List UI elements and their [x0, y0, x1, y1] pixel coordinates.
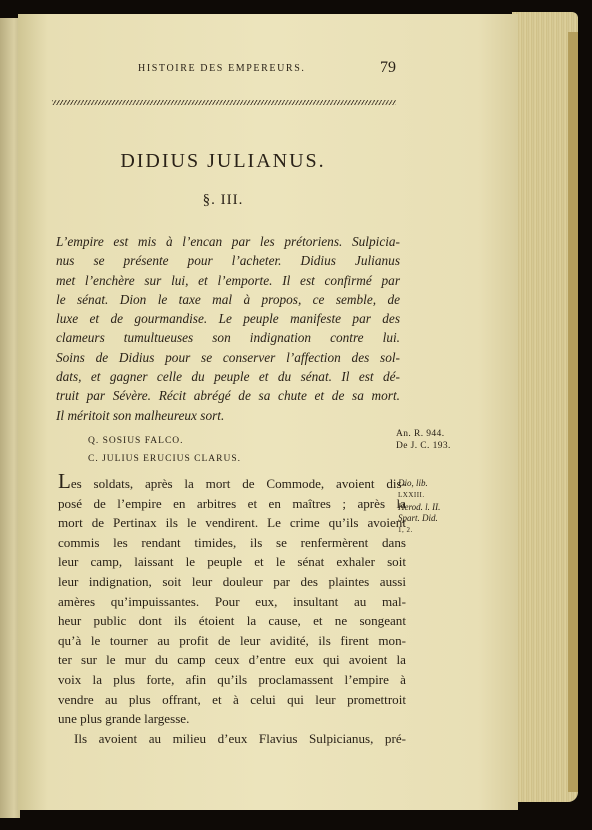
summary-line: le sénat. Dion le taxe mal à propos, ce semble, de — [56, 291, 400, 307]
date-line: An. R. 944. — [396, 429, 445, 439]
section-number: §. III. — [202, 192, 244, 208]
summary-line: met l’enchère sur lui, et l’emporte. Il est confirmé par — [56, 272, 400, 288]
body-line: heur public dont ils étoient la cause, et ne songeant — [58, 613, 406, 629]
page-number: 79 — [380, 59, 396, 76]
marginal-note: LXXIII. — [398, 490, 425, 499]
body-line: qu’à le tourner au profit de leur avidité, ils firent mon- — [58, 632, 406, 648]
facing-page-edge — [0, 18, 20, 818]
summary-line: Il méritoit son malheureux sort. — [56, 407, 225, 423]
summary-line: truit par Sévère. Récit abrégé de sa chute et de sa mort. — [56, 388, 400, 404]
body-line: leur indignation, soit leur douleur par des plaintes aussi — [58, 573, 406, 589]
body-line: voix la plus forte, afin qu’ils proclamassent l’empire à — [58, 671, 406, 687]
body-line: leur camp, laissant le peuple et le sénat exhaler soit — [58, 554, 406, 570]
body-text — [58, 469, 406, 748]
summary-line: dats, et gagner celle du peuple et du sénat. Il est dé- — [56, 369, 400, 385]
body-line-text: es soldats, après la mort de Commode, avoient dis- — [70, 476, 406, 491]
body-line: une plus grande largesse. — [58, 711, 190, 727]
summary-line: clameurs tumultueuses son indignation contre lui. — [56, 330, 400, 346]
consuls-block — [88, 432, 241, 468]
ornamental-rule — [52, 100, 396, 105]
page-stack-edges — [512, 12, 578, 802]
consul-line: Q. SOSIUS FALCO. — [88, 436, 184, 446]
summary-line: L’empire est mis à l’encan par les prétoriens. Sulpicia- — [56, 234, 400, 249]
body-line: mort de Pertinax ils le vendirent. Le crime qu’ils avoient — [58, 515, 406, 531]
body-line: ter sur le mur du camp ceux d’entre eux qui avoient la — [58, 652, 406, 668]
summary-line: nus se présente pour l’acheter. Didius Julianus — [56, 253, 400, 269]
chapter-title: DIDIUS JULIANUS. — [120, 150, 326, 172]
body-line — [58, 469, 406, 494]
marginal-note: 1, 2. — [398, 526, 413, 535]
chapter-summary — [56, 232, 400, 425]
body-line: vendre au plus offrant, et à celui qui leur promettroit — [58, 691, 406, 707]
running-title: HISTOIRE DES EMPEREURS. — [138, 63, 306, 74]
summary-line: Soins de Didius pour se conserver l’affection des sol- — [56, 349, 400, 365]
consul-line: C. JULIUS ERUCIUS CLARUS. — [88, 454, 242, 464]
book-page — [18, 14, 518, 810]
date-line: De J. C. 193. — [396, 441, 451, 451]
marginal-note: Dio, lib. — [398, 478, 428, 488]
drop-cap: L — [58, 469, 71, 493]
body-line: commis les rendant timides, ils se renfermèrent dans — [58, 534, 406, 550]
marginal-note: Spart. Did. — [398, 513, 438, 524]
body-line: Ils avoient au milieu d’eux Flavius Sulpicianus, pré- — [74, 730, 406, 746]
date-note — [396, 428, 451, 452]
body-line: amères qu’impuissantes. Pour eux, insultant au mal- — [58, 593, 406, 609]
summary-line: luxe et de gourmandise. Le peuple manifeste par des — [56, 311, 400, 327]
marginal-notes — [398, 478, 478, 537]
body-line: posé de l’empire en arbitres et en maîtres ; après la — [58, 495, 406, 511]
marginal-note: Herod. l. II. — [398, 501, 441, 512]
